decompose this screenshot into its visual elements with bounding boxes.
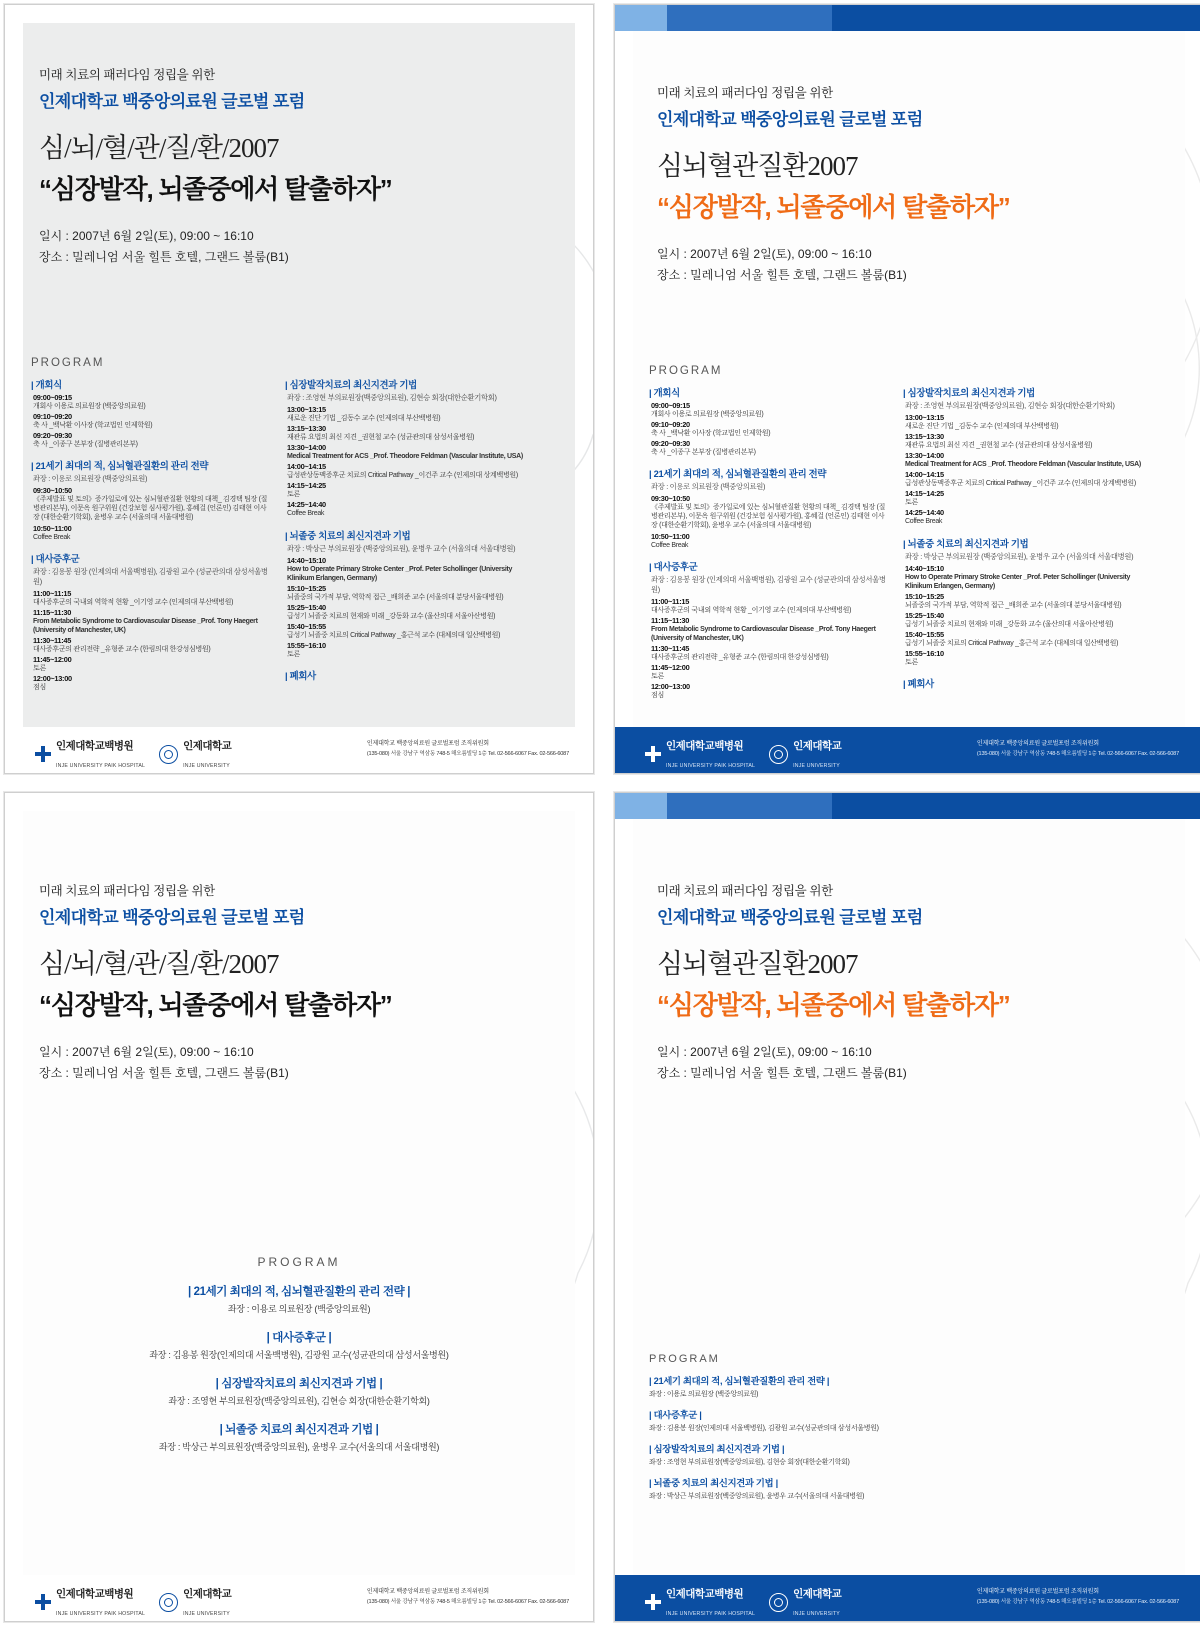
program-item-time: 11:00~11:15	[33, 588, 72, 598]
program-item-time: 12:00~13:00	[651, 682, 690, 692]
program-section	[285, 528, 523, 660]
program-item-desc: 점심	[651, 692, 664, 700]
program-item-desc: 토론	[287, 651, 300, 659]
program-item	[651, 644, 887, 662]
program-item-time: 09:20~09:30	[651, 439, 690, 449]
program-item	[651, 663, 887, 681]
university-logo	[769, 736, 841, 772]
footer-org-line: 인제대학교 백중앙의료원 글로벌포럼 조직위원회	[976, 1589, 1099, 1595]
hospital-logo	[645, 1584, 755, 1620]
poster-org-line: 인제대학교 백중앙의료원 글로벌 포럼	[657, 908, 923, 927]
program-item-desc: 급성기 뇌졸중 치료의 Critical Pathway _홍근석 교수 (대체의대 일산백병원)	[287, 631, 501, 639]
program-section	[31, 458, 269, 541]
program-section-chair: 좌장 : 박상근 부의료원장 (백중앙의료원), 윤병우 교수 (서울의대 서울대병원)	[905, 551, 1134, 561]
program-section-title: | 심장발작치료의 최신지견과 기법	[903, 387, 1035, 398]
program-section-title: | 개회식	[649, 387, 680, 398]
program-column-right	[903, 385, 1141, 709]
program-item	[287, 481, 523, 499]
program-item-time: 11:15~11:30	[651, 615, 690, 625]
program-item-time: 14:40~15:10	[905, 563, 944, 573]
hospital-name-ko: 인제대학교백병원	[666, 1588, 744, 1600]
poster-kicker: 미래 치료의 패러다임 정립을 위한	[657, 884, 833, 898]
program-section	[649, 559, 887, 701]
poster-footer	[5, 1575, 593, 1621]
program-item	[287, 622, 523, 640]
program-item-desc: 토론	[651, 673, 664, 681]
poster-slogan: “심장발작, 뇌졸중에서 탈출하자”	[39, 990, 392, 1020]
program-summary-row	[649, 1373, 1163, 1399]
poster-venue: 장소 : 밀레니엄 서울 힐튼 호텔, 그랜드 볼룸(B1)	[39, 250, 289, 264]
program-item	[287, 584, 523, 602]
program-item-time: 15:55~16:10	[905, 649, 944, 659]
program-item	[905, 489, 1141, 507]
program-summary-row	[649, 1475, 1163, 1501]
university-name-en: INJE UNIVERSITY	[793, 1611, 840, 1617]
footer-address	[367, 1586, 569, 1605]
program-section	[903, 385, 1141, 527]
program-summary	[649, 1353, 1163, 1509]
program-section-chair: 좌장 : 조영현 부의료원장(백중앙의료원), 김현승 회장(대한순환기학회)	[905, 401, 1115, 410]
program-item-desc: How to Operate Primary Stroke Center _Prof. Peter Schollinger (University Klinikum Erlangen, Germany)	[905, 573, 1131, 590]
program-section-title: | 21세기 최대의 적, 심뇌혈관질환의 관리 전략	[649, 468, 827, 480]
hospital-logo	[645, 736, 755, 772]
program-item-time: 13:00~13:15	[905, 413, 944, 422]
program-item	[651, 616, 887, 643]
program-item-desc: 《주제발표 및 토의》증가일로에 있는 심뇌혈관질환 현황의 대책_ 김경택 팀장 (질병관리본부), 이문옥 원구위원 (건강보험 심사평가원), 홍혜걸 (언론인) 김태현 이사장 (대한순환기학회), 윤병우 교수 (서울의대 서울대병원)	[33, 496, 268, 522]
program-item-desc: 급성기 뇌졸중 치료의 현재와 미래 _강동화 교수 (울산의대 서울아산병원)	[905, 620, 1114, 628]
poster-title: 심뇌혈관질환2007	[657, 151, 858, 181]
program-item	[651, 439, 887, 457]
program-item-desc: 개회사 이용로 의료원장 (백중앙의료원)	[33, 403, 146, 410]
program-summary-chair: 좌장 : 조영현 부의료원장(백중앙의료원), 김현승 회장(대한순환기학회)	[168, 1396, 430, 1406]
program-summary-row	[5, 1421, 593, 1453]
program-item-desc: 개회사 이용로 의료원장 (백중앙의료원)	[651, 411, 764, 418]
university-logo	[769, 1584, 841, 1620]
medical-cross-icon	[645, 1594, 661, 1610]
program-section-title: | 폐회사	[285, 670, 316, 682]
program-item-desc: 재관류 요법의 최신 지견 _권현철 교수 (성균관의대 삼성서울병원)	[287, 434, 475, 442]
program-item	[651, 532, 887, 550]
program-section	[31, 377, 269, 449]
program-item-time: 09:10~09:20	[33, 412, 72, 422]
program-item-desc: Coffee Break	[33, 533, 71, 541]
university-name-en: INJE UNIVERSITY	[183, 1611, 230, 1617]
hospital-name-en: INJE UNIVERSITY PAIK HOSPITAL	[56, 1611, 146, 1617]
program-item	[651, 597, 887, 615]
poster-header	[657, 881, 1173, 1084]
program-item-time: 12:00~13:00	[33, 674, 72, 684]
program-item-desc: 대사증후군의 국내외 역학적 현황 _이기영 교수 (인제의대 부산백병원)	[651, 606, 852, 614]
program-summary-title: | 21세기 최대의 적, 심뇌혈관질환의 관리 전략 |	[187, 1286, 411, 1298]
program-item	[905, 413, 1141, 431]
program-item-time: 10:50~11:00	[33, 523, 72, 533]
program-item	[905, 564, 1141, 591]
program-item	[33, 393, 269, 411]
program-item-time: 15:40~15:55	[905, 629, 944, 639]
university-name-en: INJE UNIVERSITY	[793, 763, 840, 769]
program-section	[903, 676, 1141, 690]
footer-address	[977, 738, 1179, 757]
program-section-title: | 21세기 최대의 적, 심뇌혈관질환의 관리 전략	[31, 460, 209, 472]
program-section-title: | 폐회사	[903, 678, 934, 690]
poster-title: 심뇌혈관질환2007	[657, 949, 858, 979]
program-item-time: 09:00~09:15	[651, 401, 690, 410]
poster-kicker: 미래 치료의 패러다임 정립을 위한	[657, 86, 833, 100]
program-item-time: 14:25~14:40	[287, 500, 326, 510]
program-item	[33, 655, 269, 673]
program-item-time: 15:10~15:25	[905, 591, 944, 601]
university-seal-icon	[769, 1593, 788, 1612]
university-logo	[159, 1584, 231, 1620]
program-item	[905, 649, 1141, 667]
medical-cross-icon	[35, 1594, 51, 1610]
program-item-desc: 새로운 진단 기법 _김동수 교수 (인제의대 부산백병원)	[287, 415, 441, 422]
program-item	[287, 405, 523, 423]
program-label: PROGRAM	[649, 1353, 720, 1365]
program-label: PROGRAM	[31, 357, 105, 369]
program-summary-chair: 좌장 : 이용로 의료원장 (백중앙의료원)	[227, 1304, 371, 1314]
program-summary	[5, 1255, 593, 1467]
program-columns	[649, 385, 1141, 709]
footer-address-line: (135-080) 서울 강남구 역삼동 748-5 해오름빌딩 1층 Tel. 02-566-6067 Fax. 02-566-6087	[366, 751, 569, 757]
program-section-chair: 좌장 : 김용봉 원장 (인제의대 서울백병원), 김광원 교수 (성균관의대 삼성서울병원)	[33, 566, 268, 586]
program-summary-row	[5, 1375, 593, 1407]
program-item-time: 09:30~10:50	[33, 486, 72, 496]
program-section-title: | 대사증후군	[31, 552, 80, 564]
program-item-time: 10:50~11:00	[651, 531, 690, 541]
poster-slogan: “심장발작, 뇌졸중에서 탈출하자”	[657, 990, 1010, 1020]
program-item	[905, 508, 1141, 526]
program-item-time: 11:30~11:45	[651, 643, 690, 653]
program-section	[285, 668, 523, 682]
hospital-name-ko: 인제대학교백병원	[666, 740, 744, 752]
program-item-desc: How to Operate Primary Stroke Center _Prof. Peter Schollinger (University Klinikum Erlangen, Germany)	[287, 565, 513, 582]
poster-slogan: “심장발작, 뇌졸중에서 탈출하자”	[657, 192, 1010, 222]
poster-variant-blue-summary	[614, 792, 1200, 1622]
poster-date: 일시 : 2007년 6월 2일(토), 09:00 ~ 16:10	[39, 229, 254, 243]
program-summary-chair: 좌장 : 박상근 부의료원장(백중앙의료원), 윤병우 교수(서울의대 서울대병원)	[158, 1442, 440, 1452]
poster-footer	[615, 1575, 1200, 1621]
program-summary-title: | 21세기 최대의 적, 심뇌혈관질환의 관리 전략 |	[649, 1376, 830, 1386]
program-item-desc: 대사증후군의 국내외 역학적 현황 _이기영 교수 (인제의대 부산백병원)	[33, 598, 234, 606]
program-item	[651, 682, 887, 700]
program-item	[287, 641, 523, 659]
medical-cross-icon	[35, 746, 51, 762]
program-section	[649, 466, 887, 549]
program-summary-row	[649, 1441, 1163, 1467]
program-section	[31, 551, 269, 693]
program-section-title: | 심장발작치료의 최신지견과 기법	[285, 379, 417, 390]
program-item-desc: 《주제발표 및 토의》증가일로에 있는 심뇌혈관질환 현황의 대책_ 김경택 팀장 (질병관리본부), 이문옥 원구위원 (건강보험 심사평가원), 홍혜걸 (언론인) 김태현 이사장 (대한순환기학회), 윤병우 교수 (서울의대 서울대병원)	[651, 504, 886, 530]
program-summary-title: | 심장발작치료의 최신지견과 기법 |	[215, 1378, 383, 1390]
program-section	[285, 377, 523, 519]
poster-slogan: “심장발작, 뇌졸중에서 탈출하자”	[39, 174, 392, 204]
program-item-time: 11:45~12:00	[33, 655, 72, 665]
program-summary-chair: 좌장 : 김용봉 원장(인제의대 서울백병원), 김광원 교수(성균관의대 삼성서울병원)	[149, 1350, 449, 1360]
program-item-time: 11:30~11:45	[33, 635, 72, 645]
program-item	[287, 500, 523, 518]
program-section-chair: 좌장 : 박상근 부의료원장 (백중앙의료원), 윤병우 교수 (서울의대 서울대병원)	[287, 543, 516, 553]
program-item-desc: Coffee Break	[905, 518, 943, 526]
program-column-left	[649, 385, 887, 709]
program-item-time: 13:30~14:00	[905, 451, 944, 461]
program-item	[905, 592, 1141, 610]
program-item-desc: 대사증후군의 관리전략 _유형준 교수 (한림의대 한강성심병원)	[33, 645, 211, 653]
program-item-time: 09:00~09:15	[33, 393, 72, 402]
program-item-desc: 뇌졸중의 국가적 부담, 역학적 접근 _배희준 교수 (서울의대 분당서울대병원)	[905, 601, 1122, 609]
program-summary-row	[5, 1329, 593, 1361]
program-item-time: 13:15~13:30	[905, 432, 944, 442]
program-item-desc: From Metabolic Syndrome to Cardiovascular Disease _Prof. Tony Haegert (University of Manchester, UK)	[651, 625, 876, 642]
program-item	[33, 412, 269, 430]
poster-header	[39, 881, 563, 1084]
program-section-title: | 뇌졸중 치료의 최신지견과 기법	[903, 537, 1029, 549]
program-item-time: 13:15~13:30	[287, 424, 326, 434]
program-item-desc: Medical Treatment for ACS _Prof. Theodore Feldman (Vascular Institute, USA)	[287, 453, 523, 461]
poster-header	[657, 83, 1173, 286]
poster-title: 심/뇌/혈/관/질/환/2007	[39, 949, 279, 979]
program-item	[905, 630, 1141, 648]
program-item-time: 11:00~11:15	[651, 596, 690, 606]
program-summary-chair: 좌장 : 박상근 부의료원장(백중앙의료원), 윤병우 교수(서울의대 서울대병원)	[649, 1493, 865, 1500]
program-item-time: 11:15~11:30	[33, 607, 72, 617]
program-item-desc: 토론	[33, 665, 46, 673]
program-item	[287, 603, 523, 621]
poster-org-line: 인제대학교 백중앙의료원 글로벌 포럼	[39, 908, 305, 927]
program-item-desc: 새로운 진단 기법 _김동수 교수 (인제의대 부산백병원)	[905, 423, 1059, 430]
poster-footer	[5, 727, 593, 773]
program-item-time: 15:25~15:40	[905, 610, 944, 620]
poster-date: 일시 : 2007년 6월 2일(토), 09:00 ~ 16:10	[39, 1045, 254, 1059]
program-item	[33, 524, 269, 542]
university-seal-icon	[159, 1593, 178, 1612]
program-item-time: 15:55~16:10	[287, 641, 326, 651]
program-item-desc: 토론	[905, 499, 918, 507]
program-summary-chair: 좌장 : 이용로 의료원장 (백중앙의료원)	[649, 1391, 759, 1398]
university-logo	[159, 736, 231, 772]
program-item	[287, 462, 523, 480]
program-column-left	[31, 377, 269, 701]
poster-date: 일시 : 2007년 6월 2일(토), 09:00 ~ 16:10	[657, 1045, 872, 1059]
program-item	[33, 674, 269, 692]
program-item-time: 14:25~14:40	[905, 508, 944, 518]
program-item	[287, 556, 523, 583]
program-item	[905, 432, 1141, 450]
program-item-desc: 급성관상동맥증후군 치료의 Critical Pathway _이건주 교수 (인제의대 상계백병원)	[905, 480, 1136, 488]
hospital-name-ko: 인제대학교백병원	[56, 1588, 134, 1600]
poster-header	[39, 65, 563, 268]
program-item-desc: Coffee Break	[651, 541, 689, 549]
program-section-title: | 개회식	[31, 379, 62, 390]
program-section	[649, 385, 887, 457]
program-summary-row	[5, 1283, 593, 1315]
program-item-desc: 재관류 요법의 최신 지견 _권현철 교수 (성균관의대 삼성서울병원)	[905, 442, 1093, 450]
hospital-name-ko: 인제대학교백병원	[56, 740, 134, 752]
poster-variant-gray-full	[4, 4, 594, 774]
medical-cross-icon	[645, 746, 661, 762]
program-item-time: 13:00~13:15	[287, 405, 326, 414]
program-section-chair: 좌장 : 김용봉 원장 (인제의대 서울백병원), 김광원 교수 (성균관의대 삼성서울병원)	[651, 574, 886, 594]
program-item-time: 13:30~14:00	[287, 443, 326, 453]
program-item-desc: 뇌졸중의 국가적 부담, 역학적 접근 _배희준 교수 (서울의대 분당서울대병원)	[287, 593, 504, 601]
program-item	[651, 420, 887, 438]
program-item-time: 15:10~15:25	[287, 583, 326, 593]
program-item-time: 14:15~14:25	[287, 481, 326, 491]
university-seal-icon	[769, 745, 788, 764]
poster-variant-white-summary	[4, 792, 594, 1622]
program-section-chair: 좌장 : 조영현 부의료원장(백중앙의료원), 김현승 회장(대한순환기학회)	[287, 393, 497, 402]
program-item-time: 09:20~09:30	[33, 431, 72, 441]
program-section-chair: 좌장 : 이용로 의료원장 (백중앙의료원)	[651, 482, 766, 492]
poster-venue: 장소 : 밀레니엄 서울 힐튼 호텔, 그랜드 볼룸(B1)	[39, 1066, 289, 1080]
program-summary-title: | 대사증후군 |	[266, 1332, 332, 1344]
university-seal-icon	[159, 745, 178, 764]
program-item	[651, 494, 887, 530]
poster-venue: 장소 : 밀레니엄 서울 힐튼 호텔, 그랜드 볼룸(B1)	[657, 1066, 907, 1080]
program-item-desc: 대사증후군의 관리전략 _유형준 교수 (한림의대 한강성심병원)	[651, 653, 829, 661]
footer-org-line: 인제대학교 백중앙의료원 글로벌포럼 조직위원회	[366, 1589, 489, 1595]
program-section	[903, 536, 1141, 668]
university-name-ko: 인제대학교	[793, 1588, 842, 1600]
hospital-logo	[35, 736, 145, 772]
program-summary-title: | 대사증후군 |	[649, 1410, 702, 1420]
poster-footer	[615, 727, 1200, 773]
university-name-ko: 인제대학교	[183, 1588, 232, 1600]
program-section-title: | 대사증후군	[649, 560, 698, 572]
footer-address	[367, 738, 569, 757]
poster-date: 일시 : 2007년 6월 2일(토), 09:00 ~ 16:10	[657, 247, 872, 261]
program-item-desc: 축 사 _백낙환 이사장 (학교법인 인제학원)	[651, 430, 771, 438]
program-item	[287, 424, 523, 442]
program-summary-title: | 뇌졸중 치료의 최신지견과 기법 |	[649, 1478, 778, 1488]
university-name-ko: 인제대학교	[793, 740, 842, 752]
program-section-title: | 뇌졸중 치료의 최신지견과 기법	[285, 529, 411, 541]
university-name-ko: 인제대학교	[183, 740, 232, 752]
program-item-time: 11:45~12:00	[651, 663, 690, 673]
program-item-time: 15:40~15:55	[287, 621, 326, 631]
program-item-desc: 급성기 뇌졸중 치료의 현재와 미래 _강동화 교수 (울산의대 서울아산병원)	[287, 612, 496, 620]
program-item-desc: 축 사 _이종구 본부장 (질병관리본부)	[33, 441, 138, 449]
program-item-desc: 축 사 _백낙환 이사장 (학교법인 인제학원)	[33, 422, 153, 430]
program-item-time: 14:15~14:25	[905, 489, 944, 499]
program-label: PROGRAM	[257, 1255, 341, 1269]
program-summary-chair: 좌장 : 조영현 부의료원장(백중앙의료원), 김현승 회장(대한순환기학회)	[649, 1459, 850, 1466]
program-label: PROGRAM	[649, 365, 723, 377]
program-item-desc: From Metabolic Syndrome to Cardiovascular Disease _Prof. Tony Haegert (University of Manchester, UK)	[33, 617, 258, 634]
footer-address-line: (135-080) 서울 강남구 역삼동 748-5 해오름빌딩 1층 Tel. 02-566-6067 Fax. 02-566-6087	[366, 1599, 569, 1605]
hospital-name-en: INJE UNIVERSITY PAIK HOSPITAL	[56, 763, 146, 769]
poster-variant-blue-full	[614, 4, 1200, 774]
program-summary-title: | 심장발작치료의 최신지견과 기법 |	[649, 1444, 785, 1454]
program-item	[905, 451, 1141, 469]
poster-org-line: 인제대학교 백중앙의료원 글로벌 포럼	[657, 110, 923, 129]
poster-title: 심/뇌/혈/관/질/환/2007	[39, 133, 279, 163]
program-item	[33, 589, 269, 607]
poster-org-line: 인제대학교 백중앙의료원 글로벌 포럼	[39, 92, 305, 111]
program-columns	[31, 377, 523, 701]
program-item-desc: 축 사 _이종구 본부장 (질병관리본부)	[651, 449, 756, 457]
program-section-chair: 좌장 : 이용로 의료원장 (백중앙의료원)	[33, 474, 148, 484]
program-item	[33, 608, 269, 635]
program-item-desc: 급성관상동맥증후군 치료의 Critical Pathway _이건주 교수 (인제의대 상계백병원)	[287, 472, 518, 480]
footer-address-line: (135-080) 서울 강남구 역삼동 748-5 해오름빌딩 1층 Tel. 02-566-6067 Fax. 02-566-6087	[976, 1599, 1179, 1605]
hospital-logo	[35, 1584, 145, 1620]
program-summary-title: | 뇌졸중 치료의 최신지견과 기법 |	[219, 1424, 379, 1436]
program-item-time: 15:25~15:40	[287, 602, 326, 612]
program-column-right	[285, 377, 523, 701]
university-name-en: INJE UNIVERSITY	[183, 763, 230, 769]
poster-venue: 장소 : 밀레니엄 서울 힐튼 호텔, 그랜드 볼룸(B1)	[657, 268, 907, 282]
program-item-desc: 토론	[287, 491, 300, 499]
program-item-desc: 토론	[905, 659, 918, 667]
program-item	[905, 470, 1141, 488]
program-item-time: 14:40~15:10	[287, 555, 326, 565]
hospital-name-en: INJE UNIVERSITY PAIK HOSPITAL	[666, 763, 756, 769]
program-item	[287, 443, 523, 461]
program-item-desc: 점심	[33, 684, 46, 692]
footer-address	[977, 1586, 1179, 1605]
footer-org-line: 인제대학교 백중앙의료원 글로벌포럼 조직위원회	[976, 741, 1099, 747]
program-item-time: 14:00~14:15	[905, 470, 944, 480]
program-item	[33, 431, 269, 449]
program-item-desc: Medical Treatment for ACS _Prof. Theodore Feldman (Vascular Institute, USA)	[905, 461, 1141, 469]
program-item-time: 09:30~10:50	[651, 494, 690, 504]
hospital-name-en: INJE UNIVERSITY PAIK HOSPITAL	[666, 1611, 756, 1617]
program-item	[33, 636, 269, 654]
program-summary-chair: 좌장 : 김용봉 원장(인제의대 서울백병원), 김광원 교수(성균관의대 삼성서울병원)	[649, 1425, 879, 1432]
program-item-time: 09:10~09:20	[651, 420, 690, 430]
footer-address-line: (135-080) 서울 강남구 역삼동 748-5 해오름빌딩 1층 Tel. 02-566-6067 Fax. 02-566-6087	[976, 751, 1179, 757]
program-item	[905, 611, 1141, 629]
program-item	[33, 486, 269, 522]
program-item-desc: Coffee Break	[287, 510, 325, 518]
program-item-time: 14:00~14:15	[287, 462, 326, 472]
program-summary-row	[649, 1407, 1163, 1433]
program-item-desc: 급성기 뇌졸중 치료의 Critical Pathway _홍근석 교수 (대체의대 일산백병원)	[905, 639, 1119, 647]
poster-kicker: 미래 치료의 패러다임 정립을 위한	[39, 884, 215, 898]
program-item	[651, 401, 887, 419]
poster-kicker: 미래 치료의 패러다임 정립을 위한	[39, 68, 215, 82]
footer-org-line: 인제대학교 백중앙의료원 글로벌포럼 조직위원회	[366, 741, 489, 747]
